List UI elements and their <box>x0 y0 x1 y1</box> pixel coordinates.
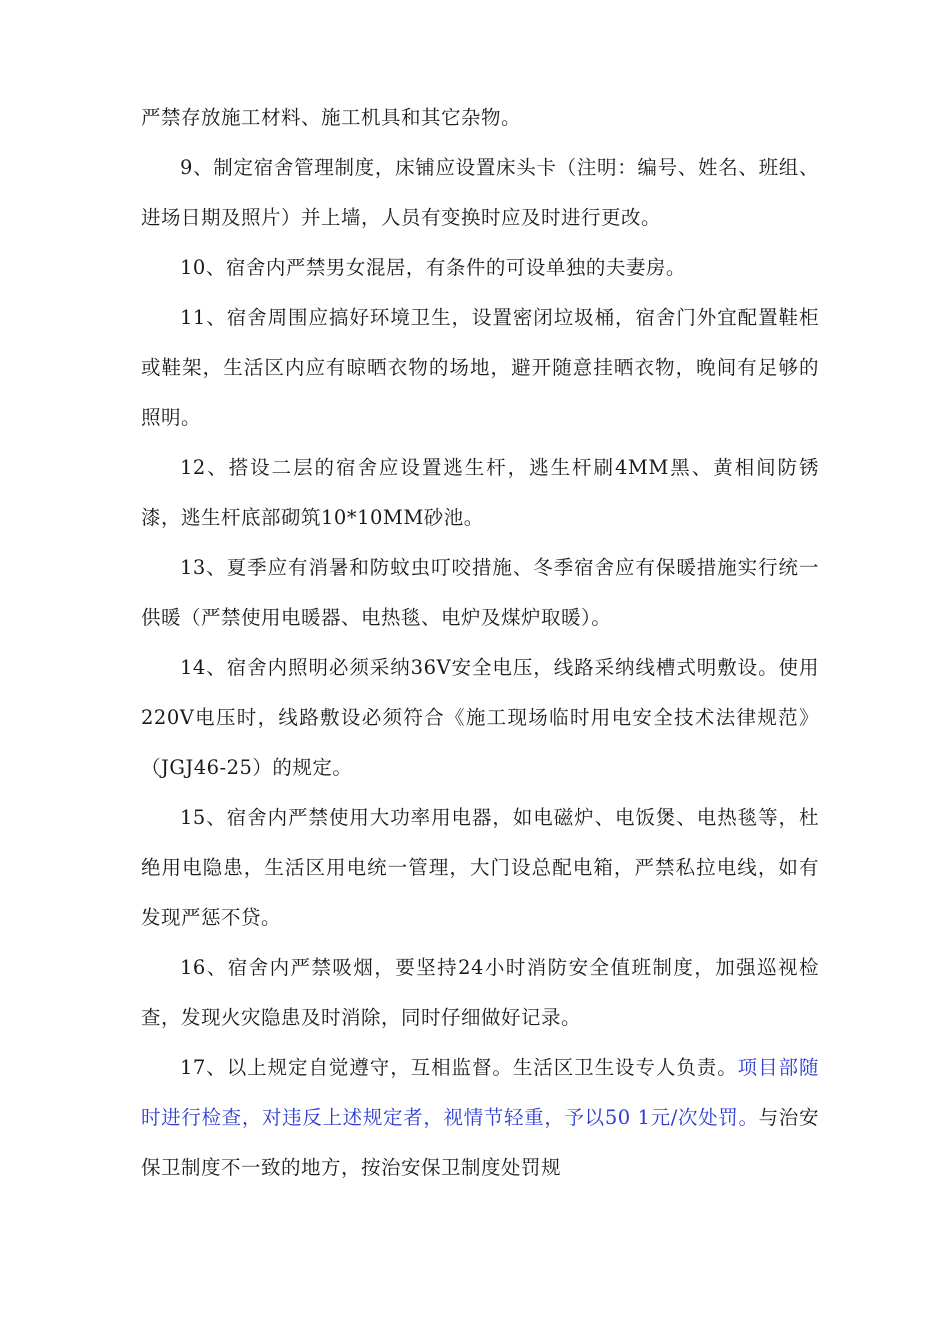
paragraph-item-10: 10、宿舍内严禁男女混居，有条件的可设单独的夫妻房。 <box>180 256 686 279</box>
paragraph-item-9: 9、制定宿舍管理制度，床铺应设置床头卡（注明：编号、姓名、班组、进场日期及照片）并上墙，人员有变换时应及时进行更改。 <box>141 156 819 229</box>
paragraph-item-17 <box>141 1043 819 1193</box>
paragraph-item-12: 12、搭设二层的宿舍应设置逃生杆，逃生杆刷4MM黑、黄相间防锈漆，逃生杆底部砌筑10*10MM砂池。 <box>141 456 819 529</box>
paragraph-item-11: 11、宿舍周围应搞好环境卫生，设置密闭垃圾桶，宿舍门外宜配置鞋柜或鞋架，生活区内应有晾晒衣物的场地，避开随意挂晒衣物，晚间有足够的照明。 <box>141 306 819 429</box>
paragraph-item-14: 14、宿舍内照明必须采纳36V安全电压，线路采纳线槽式明敷设。使用220V电压时，线路敷设必须符合《施工现场临时用电安全技术法律规范》（JGJ46-25）的规定。 <box>141 656 819 779</box>
paragraph-item-15: 15、宿舍内严禁使用大功率用电器，如电磁炉、电饭煲、电热毯等，杜绝用电隐患，生活区用电统一管理，大门设总配电箱，严禁私拉电线，如有发现严惩不贷。 <box>141 806 819 929</box>
paragraph-item-13: 13、夏季应有消暑和防蚊虫叮咬措施、冬季宿舍应有保暖措施实行统一供暖（严禁使用电暖器、电热毯、电炉及煤炉取暖）。 <box>141 556 819 629</box>
paragraph-17-part1: 17、以上规定自觉遵守，互相监督。生活区卫生设专人负责。 <box>180 1056 738 1079</box>
paragraph-17-part3: 与治安保卫制度不一致的地方，按治安保卫制度处罚规 <box>141 1106 819 1179</box>
document-body <box>141 93 819 1193</box>
paragraph-17-highlight: 项目部随时进行检查，对违反上述规定者，视情节轻重，予以50 1元/次处罚。 <box>141 1056 819 1129</box>
paragraph-continuation: 严禁存放施工材料、施工机具和其它杂物。 <box>141 106 522 129</box>
paragraph-item-16: 16、宿舍内严禁吸烟，要坚持24小时消防安全值班制度，加强巡视检查，发现火灾隐患及时消除，同时仔细做好记录。 <box>141 956 819 1029</box>
